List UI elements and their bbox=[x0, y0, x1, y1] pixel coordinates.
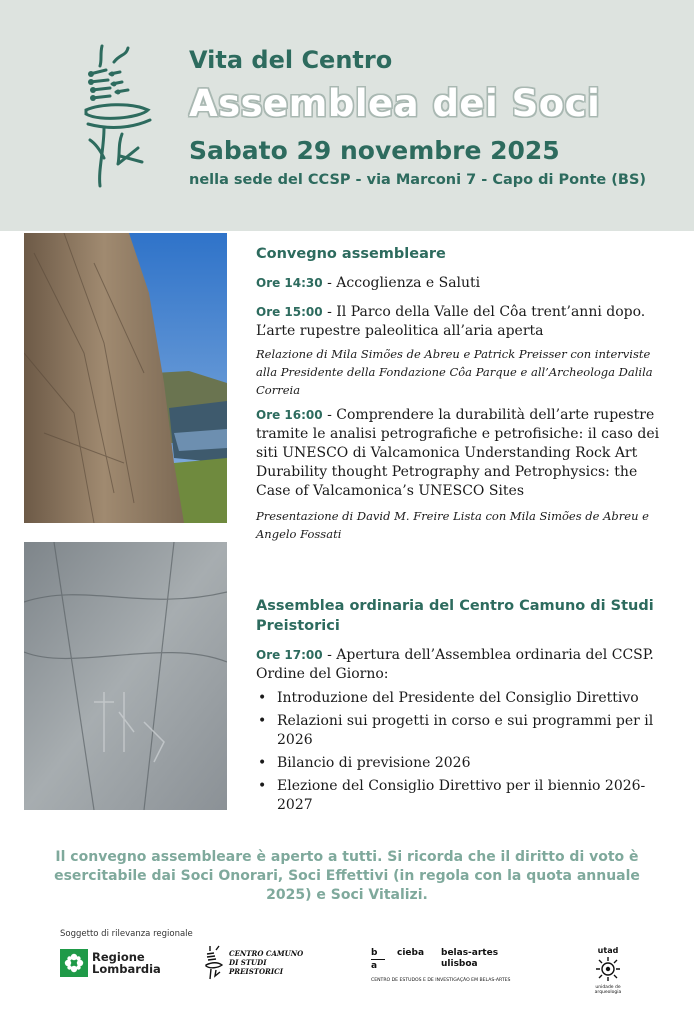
schedule-time: Ore 16:00 bbox=[256, 408, 323, 422]
schedule-time: Ore 15:00 bbox=[256, 305, 323, 319]
schedule-item bbox=[256, 303, 670, 341]
header-band bbox=[0, 0, 694, 231]
utad-sub-2: arqueologia bbox=[594, 990, 622, 995]
schedule-time: Ore 17:00 bbox=[256, 648, 323, 662]
lombardia-text-2: Lombardia bbox=[92, 962, 161, 976]
schedule-item bbox=[256, 646, 670, 684]
cieba-logo bbox=[371, 948, 510, 983]
event-date: Sabato 29 novembre 2025 bbox=[189, 136, 560, 165]
page-title: Assemblea dei Soci bbox=[189, 82, 601, 125]
schedule-text: - Apertura dell’Assemblea ordinaria del CCSP. Ordine del Giorno: bbox=[256, 647, 654, 682]
header-subtitle: Vita del Centro bbox=[189, 46, 393, 74]
photo-engraved-rock-surface bbox=[24, 542, 227, 810]
cieba-full-name: CENTRO DE ESTUDOS E DE INVESTIGAÇÃO EM BELAS-ARTES bbox=[371, 978, 511, 983]
agenda-item: • Introduzione del Presidente del Consiglio Direttivo bbox=[256, 689, 670, 708]
cieba-b: b bbox=[371, 948, 378, 958]
ccsp-text-3: PREISTORICI bbox=[229, 966, 283, 976]
cieba-a: a bbox=[371, 961, 378, 971]
schedule-text: - Accoglienza e Saluti bbox=[322, 275, 481, 291]
schedule-time: Ore 14:30 bbox=[256, 276, 323, 290]
regione-lombardia-logo bbox=[60, 948, 161, 978]
convegno-heading: Convegno assembleare bbox=[256, 246, 446, 262]
convegno-section bbox=[256, 244, 670, 543]
utad-name: utad bbox=[597, 946, 619, 955]
schedule-note: Relazione di Mila Simões de Abreu e Patrick Preisser con interviste alla Presidente della Fondazione Côa Parque e all’Archeologa Dalila Correia bbox=[256, 347, 653, 397]
schedule-item bbox=[256, 274, 670, 293]
utad-logo bbox=[588, 946, 628, 995]
utad-sun-icon bbox=[593, 955, 623, 981]
ccsp-small-logo-icon bbox=[204, 944, 224, 980]
utad-sub-1: unidade de bbox=[595, 985, 621, 990]
ccsp-text-2: DI STUDI bbox=[229, 957, 267, 967]
event-venue: nella sede del CCSP - via Marconi 7 - Capo di Ponte (BS) bbox=[189, 172, 647, 188]
cieba-name: cieba bbox=[397, 948, 425, 958]
schedule-text: - Comprendere la durabilità dell’arte rupestre tramite le analisi petrografiche e petrofisiche: il caso dei siti UNESCO di Valcamonica Understanding Rock Art Durability thought Petrography and Petrophysics: the Case of Valcamonica’s UNESCO Sites bbox=[256, 407, 660, 499]
schedule-text: - Il Parco della Valle del Côa trent’anni dopo. L’arte rupestre paleolitica all’aria aperta bbox=[256, 304, 646, 339]
assemblea-section bbox=[256, 596, 670, 819]
ccsp-logo bbox=[204, 944, 303, 980]
lombardia-rose-icon bbox=[60, 949, 88, 977]
cieba-belas-artes: belas-artes bbox=[441, 948, 499, 958]
ccsp-rock-art-logo-icon bbox=[80, 40, 160, 190]
cieba-ulisboa: ulisboa bbox=[441, 959, 478, 969]
agenda-item: • Elezione del Consiglio Direttivo per il biennio 2026-2027 bbox=[256, 777, 670, 815]
schedule-note: Presentazione di David M. Freire Lista con Mila Simões de Abreu e Angelo Fossati bbox=[256, 509, 649, 541]
assemblea-heading: Assemblea ordinaria del Centro Camuno di Studi Preistorici bbox=[256, 598, 654, 634]
voting-notice: Il convegno assembleare è aperto a tutti. Si ricorda che il diritto di voto è esercitabile dai Soci Onorari, Soci Effettivi (in regola con la quota annuale 2025) e Soci Vitalizi. bbox=[54, 849, 640, 903]
agenda-item: • Bilancio di previsione 2026 bbox=[256, 754, 670, 773]
photo-rock-cliff-river bbox=[24, 233, 227, 523]
lombardia-text-1: Regione bbox=[92, 950, 145, 964]
footer-label: Soggetto di rilevanza regionale bbox=[60, 929, 193, 939]
agenda-list bbox=[256, 689, 670, 815]
schedule-item bbox=[256, 406, 670, 501]
agenda-item: • Relazioni sui progetti in corso e sui programmi per il 2026 bbox=[256, 712, 670, 750]
ccsp-text-1: CENTRO CAMUNO bbox=[229, 948, 304, 958]
